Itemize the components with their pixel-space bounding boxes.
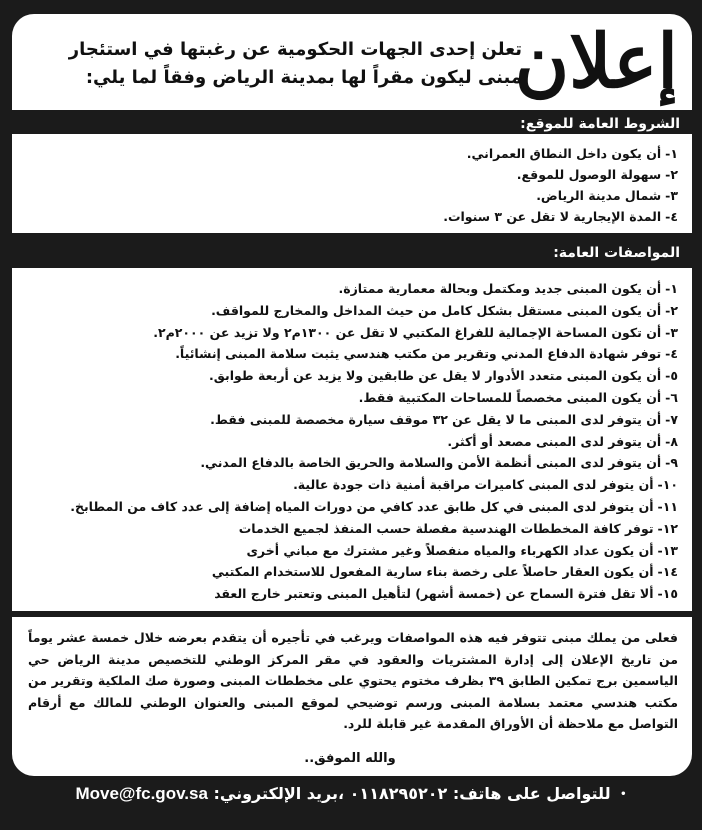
condition-item (22, 164, 678, 185)
item-text: توفر كافة المخططات الهندسية مفصلة حسب المنفذ لجميع الخدمات (238, 520, 654, 536)
spec-item (22, 300, 678, 322)
announcement (12, 14, 692, 776)
item-text: سهولة الوصول للموقع. (516, 167, 662, 182)
spec-item (22, 561, 678, 583)
announcement-title: إعلان (514, 19, 678, 105)
header-intro (26, 36, 522, 92)
spec-item (22, 583, 678, 605)
item-text: أن يكون عداد الكهرباء والمياه منفصلاً وغير مشترك مع مباني أخرى (246, 542, 654, 558)
item-text: أن يكون المبنى مخصصاً للمساحات المكتبية فقط. (358, 389, 662, 405)
item-number: ٨- (665, 433, 678, 449)
item-text: أن يكون المبنى متعدد الأدوار لا يقل عن طابقين ولا يزيد عن أربعة طوابق. (209, 368, 662, 384)
item-number: ٩- (665, 455, 678, 471)
item-number: ٢- (665, 302, 678, 318)
spec-item (22, 540, 678, 562)
closing-phrase: والله الموفق.. (304, 750, 396, 766)
general-conditions-title: الشروط العامة للموقع: (520, 116, 680, 132)
spec-item (22, 409, 678, 431)
item-text: أن يتوفر لدى المبنى ما لا يقل عن ٣٢ موقف سيارة مخصصة للمبنى فقط. (210, 411, 662, 427)
item-number: ٤- (665, 346, 678, 362)
item-number: ١٤- (657, 564, 678, 580)
item-number: ١- (665, 281, 678, 296)
item-number: ٣- (665, 188, 678, 203)
item-number: ١٢- (657, 520, 678, 536)
spec-item (22, 387, 678, 409)
item-text: أن يكون داخل النطاق العمراني. (466, 146, 662, 161)
item-text: ألا تقل فترة السماح عن (خمسة أشهر) لتأهيل المبنى وتعتبر خارج العقد (214, 586, 654, 602)
header-panel (12, 14, 692, 110)
item-text: المدة الإيجارية لا تقل عن ٣ سنوات. (443, 209, 662, 224)
item-number: ١٠- (657, 477, 678, 493)
spec-item (22, 496, 678, 518)
email-label: ،بريد الإلكتروني: (213, 784, 345, 803)
spec-item (22, 518, 678, 540)
item-number: ١٣- (657, 542, 678, 558)
item-number: ٣- (665, 324, 678, 340)
item-number: ٧- (665, 411, 678, 427)
condition-item (22, 185, 678, 206)
condition-item (22, 143, 678, 164)
item-number: ٥- (665, 368, 678, 384)
item-text: أن يكون المبنى جديد ومكتمل وبحالة معمارية ممتازة. (338, 281, 662, 296)
condition-item (22, 206, 678, 227)
item-text: أن يتوفر لدى المبنى كاميرات مراقبة أمنية ذات جودة عالية. (293, 477, 654, 493)
item-number: ٢- (665, 167, 678, 182)
specifications-panel (12, 268, 692, 611)
contact-footer (0, 784, 702, 804)
email-link[interactable]: Move@fc.gov.sa (75, 784, 208, 803)
contact-label: للتواصل على هاتف: (452, 784, 611, 803)
specifications-title: المواصفات العامة: (553, 245, 680, 261)
spec-item (22, 365, 678, 387)
item-text: أن يكون العقار حاصلاً على رخصة بناء سارية المفعول للاستخدام المكتبي (211, 564, 654, 580)
item-text: أن يتوفر لدى المبنى أنظمة الأمن والسلامة والحريق الخاصة بالدفاع المدني. (200, 455, 662, 471)
item-text: شمال مدينة الرياض. (536, 188, 662, 203)
item-number: ١١- (657, 498, 678, 514)
item-number: ١٥- (657, 586, 678, 602)
spec-item (22, 431, 678, 453)
item-text: توفر شهادة الدفاع المدني وتقرير من مكتب هندسي يثبت سلامة المبنى إنشائياً. (175, 346, 662, 362)
submission-instructions: فعلى من يملك مبنى تتوفر فيه هذه المواصفات ويرغب في تأجيره أن يتقدم بعرضه خلال خمسة عشر يوماً من تاريخ الإعلان إلى إدارة المشتريات والعقود في مقر المركز الوطني للتخصيص مدينة الرياض حي الياسمين برج تمكين الطابق ٣٩ بظرف مختوم يحتوي على مخططات المبنى وصورة صك الملكية وتقرير من مكتب هندسي معتمد بسلامة المبنى ورسم توضيحي لموقع المبنى والعنوان الوطني للمالك مع أرقام التواصل مع ملاحظة أن الأوراق المقدمة غير قابلة للرد. (28, 630, 678, 731)
spec-item (22, 452, 678, 474)
bullet-icon: • (620, 789, 627, 800)
spec-item (22, 322, 678, 344)
header-line-2: مبنى ليكون مقراً لها بمدينة الرياض وفقاً لما يلي: (85, 67, 522, 88)
item-number: ١- (665, 146, 678, 161)
item-number: ٤- (665, 209, 678, 224)
item-text: أن يتوفر لدى المبنى مصعد أو أكثر. (447, 433, 662, 449)
item-text: أن يكون المبنى مستقل بشكل كامل من حيث المداخل والمخارج للمواقف. (211, 302, 662, 318)
item-text: أن تكون المساحة الإجمالية للفراغ المكتبي لا تقل عن ١٣٠٠م٢ ولا تزيد عن ٢٠٠٠م٢. (153, 324, 662, 340)
submission-panel (12, 617, 692, 776)
general-conditions-panel (12, 134, 692, 233)
phone-number[interactable]: ٠١١٨٢٩٥٢٠٢ (349, 784, 448, 803)
spec-item (22, 278, 678, 300)
header-line-1: تعلن إحدى الجهات الحكومية عن رغبتها في استئجار (68, 39, 522, 60)
spec-item (22, 343, 678, 365)
item-text: أن يتوفر لدى المبنى في كل طابق عدد كافي من دورات المياه إضافة إلى عدد كاف من المطابخ. (70, 498, 654, 514)
spec-item (22, 474, 678, 496)
item-number: ٦- (665, 389, 678, 405)
